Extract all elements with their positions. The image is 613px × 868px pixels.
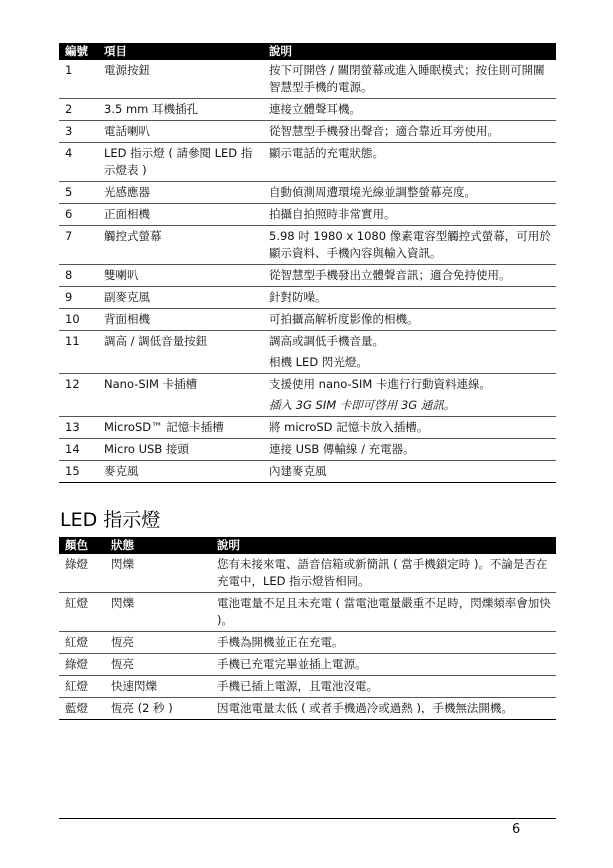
row-item: 光感應器 — [98, 182, 263, 204]
row-description-line: 調高或調低手機音量。 — [269, 334, 384, 348]
row-item: Nano-SIM 卡插槽 — [98, 374, 263, 417]
row-item: 電源按鈕 — [98, 60, 263, 99]
row-number: 12 — [59, 374, 98, 417]
components-table — [59, 43, 556, 483]
row-number: 6 — [59, 204, 98, 226]
table-row — [59, 99, 556, 121]
row-description: 針對防噪。 — [263, 287, 556, 309]
header-description: 說明 — [263, 43, 556, 60]
header-color: 顏色 — [59, 537, 105, 554]
row-number: 2 — [59, 99, 98, 121]
led-state: 恆亮 — [105, 654, 211, 676]
row-description: 顯示電話的充電狀態。 — [263, 143, 556, 182]
led-state: 恆亮 — [105, 632, 211, 654]
row-item: MicroSD™ 記憶卡插槽 — [98, 417, 263, 439]
led-color: 綠燈 — [59, 654, 105, 676]
led-color: 綠燈 — [59, 554, 105, 593]
components-table-header — [59, 43, 556, 60]
row-item: 背面相機 — [98, 309, 263, 331]
row-number: 1 — [59, 60, 98, 99]
table-row — [59, 654, 556, 676]
led-state: 快速閃爍 — [105, 676, 211, 698]
row-item: 麥克風 — [98, 461, 263, 483]
row-number: 8 — [59, 265, 98, 287]
row-description: 連接立體聲耳機。 — [263, 99, 556, 121]
table-row — [59, 121, 556, 143]
row-number: 5 — [59, 182, 98, 204]
led-table — [59, 537, 556, 720]
page-number: 6 — [512, 822, 521, 837]
led-color: 紅燈 — [59, 593, 105, 632]
row-item: 副麥克風 — [98, 287, 263, 309]
row-description: 5.98 吋 1980 x 1080 像素電容型觸控式螢幕，可用於顯示資料、手機內容與輸入資訊。 — [263, 226, 556, 265]
table-row — [59, 698, 556, 720]
row-item: LED 指示燈 ( 請參閱 LED 指示燈表 ) — [98, 143, 263, 182]
row-description-note: 插入 3G SIM 卡即可啓用 3G 通訊。 — [269, 398, 456, 412]
led-state: 恆亮 (2 秒 ) — [105, 698, 211, 720]
row-description — [263, 331, 556, 374]
table-row — [59, 417, 556, 439]
row-number: 10 — [59, 309, 98, 331]
row-description: 可拍攝高解析度影像的相機。 — [263, 309, 556, 331]
row-number: 14 — [59, 439, 98, 461]
table-row — [59, 461, 556, 483]
row-description: 從智慧型手機發出立體聲音訊；適合免持使用。 — [263, 265, 556, 287]
table-row — [59, 265, 556, 287]
row-item: 正面相機 — [98, 204, 263, 226]
row-item: Micro USB 接頭 — [98, 439, 263, 461]
led-description: 電池電量不足且未充電 ( 當電池電量嚴重不足時，閃爍頻率會加快 )。 — [211, 593, 556, 632]
table-row — [59, 676, 556, 698]
row-number: 3 — [59, 121, 98, 143]
header-number: 編號 — [59, 43, 98, 60]
table-row — [59, 287, 556, 309]
row-description: 自動偵測周遭環境光線並調整螢幕亮度。 — [263, 182, 556, 204]
table-row — [59, 593, 556, 632]
row-description: 內建麥克風 — [263, 461, 556, 483]
row-description: 拍攝自拍照時非常實用。 — [263, 204, 556, 226]
row-number: 7 — [59, 226, 98, 265]
led-state: 閃爍 — [105, 554, 211, 593]
table-row — [59, 143, 556, 182]
table-row — [59, 309, 556, 331]
table-row — [59, 204, 556, 226]
row-description: 從智慧型手機發出聲音；適合靠近耳旁使用。 — [263, 121, 556, 143]
table-row — [59, 439, 556, 461]
led-section-title: LED 指示燈 — [60, 509, 161, 531]
table-row — [59, 374, 556, 417]
table-row — [59, 60, 556, 99]
led-state: 閃爍 — [105, 593, 211, 632]
row-number: 13 — [59, 417, 98, 439]
led-description: 手機已插上電源，且電池沒電。 — [211, 676, 556, 698]
table-row — [59, 554, 556, 593]
led-color: 藍燈 — [59, 698, 105, 720]
row-number: 9 — [59, 287, 98, 309]
row-item: 電話喇叭 — [98, 121, 263, 143]
led-color: 紅燈 — [59, 676, 105, 698]
led-color: 紅燈 — [59, 632, 105, 654]
row-item: 3.5 mm 耳機插孔 — [98, 99, 263, 121]
row-description-line: 支援使用 nano-SIM 卡進行行動資料連線。 — [269, 377, 491, 391]
row-number: 11 — [59, 331, 98, 374]
header-state: 狀態 — [105, 537, 211, 554]
led-description: 手機為開機並正在充電。 — [211, 632, 556, 654]
row-number: 15 — [59, 461, 98, 483]
header-item: 項目 — [98, 43, 263, 60]
row-item: 調高 / 調低音量按鈕 — [98, 331, 263, 374]
header-description: 說明 — [211, 537, 556, 554]
row-item: 觸控式螢幕 — [98, 226, 263, 265]
row-item: 雙喇叭 — [98, 265, 263, 287]
table-row — [59, 226, 556, 265]
row-description — [263, 374, 556, 417]
row-description-note: 相機 LED 閃光燈。 — [269, 355, 368, 369]
row-number: 4 — [59, 143, 98, 182]
led-description: 手機已充電完畢並插上電源。 — [211, 654, 556, 676]
led-description: 您有未接來電、語音信箱或新簡訊 ( 當手機鎖定時 )。不論是否在充電中，LED 指示燈皆相同。 — [211, 554, 556, 593]
table-row — [59, 331, 556, 374]
led-description: 因電池電量太低 ( 或者手機過冷或過熱 )，手機無法開機。 — [211, 698, 556, 720]
row-description: 連接 USB 傳輸線 / 充電器。 — [263, 439, 556, 461]
row-description: 按下可開啓 / 關閉螢幕或進入睡眠模式；按住則可開關智慧型手機的電源。 — [263, 60, 556, 99]
footer-rule — [59, 818, 556, 819]
led-table-header — [59, 537, 556, 554]
table-row — [59, 632, 556, 654]
row-description: 將 microSD 記憶卡放入插槽。 — [263, 417, 556, 439]
table-row — [59, 182, 556, 204]
